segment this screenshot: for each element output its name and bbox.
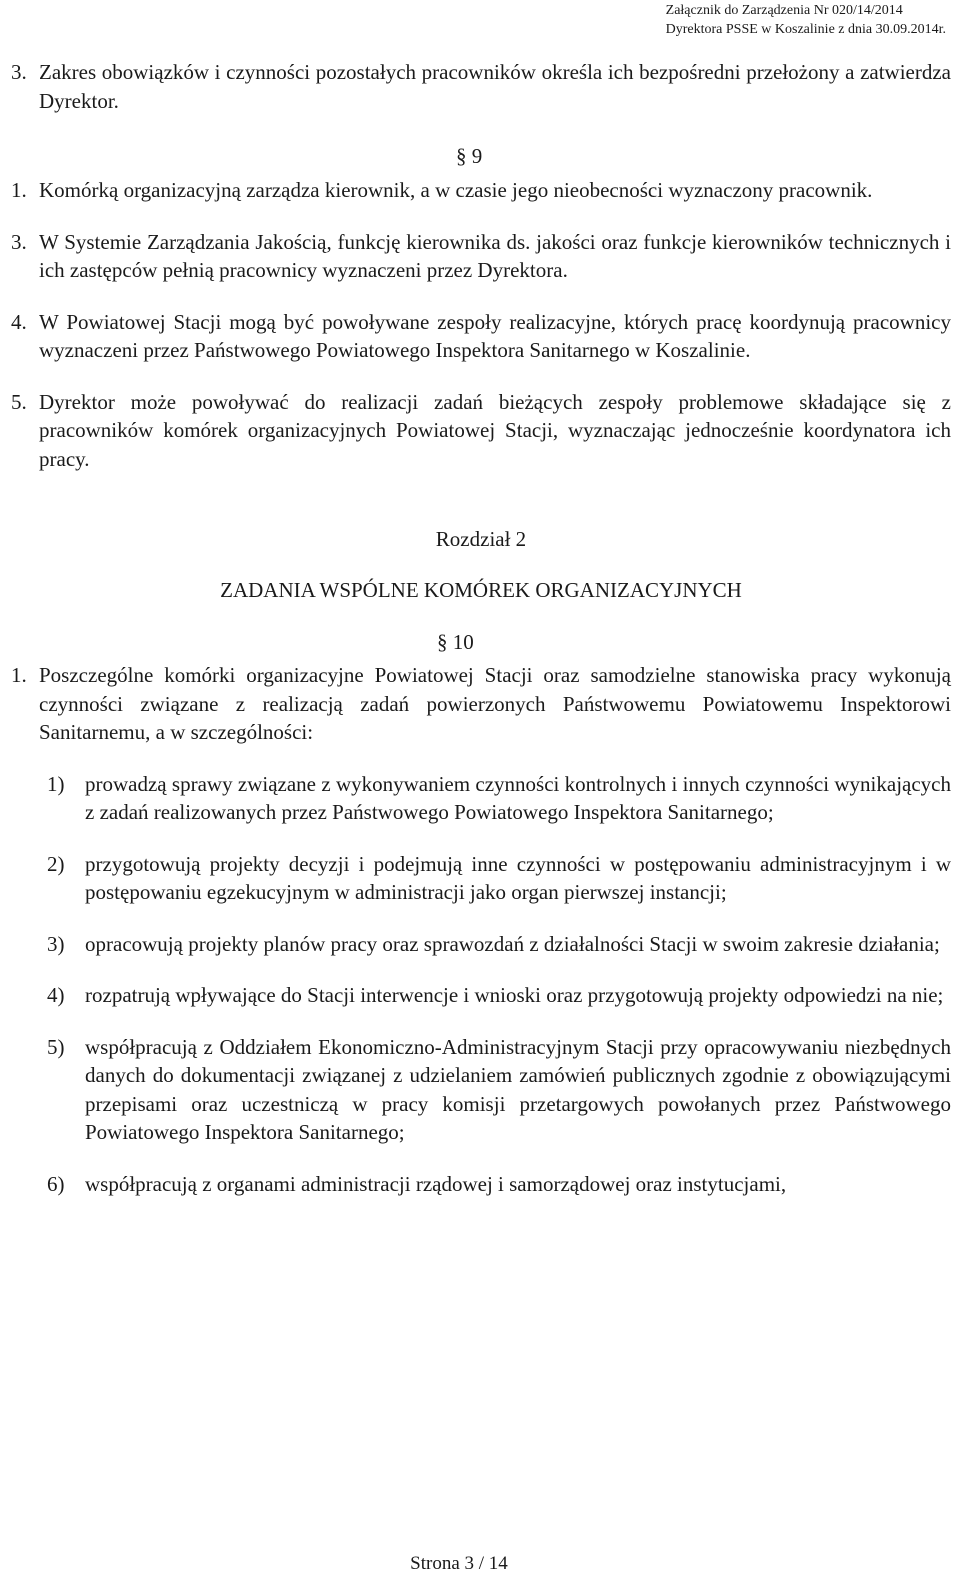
subitem-number: 5)	[47, 1034, 65, 1059]
section9-item-3	[11, 228, 951, 285]
section10-subitem-2	[11, 850, 951, 907]
section10-subitem-4	[11, 981, 951, 1010]
item-text: Poszczególne komórki organizacyjne Powiatowej Stacji oraz samodzielne stanowiska pracy wykonują czynności związane z realizacją zadań powierzonych Państwowemu Powiatowemu Inspektorowi Sanitarnemu, a w szczególności:	[39, 663, 951, 744]
item-text: W Powiatowej Stacji mogą być powoływane zespoły realizacyjne, których pracę koordynują pracownicy wyznaczeni przez Państwowego Powiatowego Inspektora Sanitarnego w Koszalinie.	[39, 309, 951, 362]
section9-item-4	[11, 308, 951, 365]
item-text: Komórką organizacyjną zarządza kierownik, a w czasie jego nieobecności wyznaczony pracownik.	[39, 178, 873, 202]
section10-subitem-1	[11, 770, 951, 827]
section-mark-9: § 9	[456, 144, 483, 168]
subitem-number: 3)	[47, 931, 65, 956]
header-line-2: Dyrektora PSSE w Koszalinie z dnia 30.09.2014r.	[665, 22, 946, 37]
section9-item-1	[11, 176, 951, 205]
section-mark-10: § 10	[437, 630, 474, 654]
item-number: 1.	[11, 663, 27, 687]
subitem-number: 1)	[47, 771, 65, 796]
document-body	[11, 58, 951, 1198]
section10-subitem-5	[11, 1033, 951, 1147]
section10-subitem-6	[11, 1170, 951, 1199]
header-line-1: Załącznik do Zarządzenia Nr 020/14/2014	[665, 3, 903, 18]
item-number: 1.	[11, 178, 27, 202]
document-header	[666, 1, 946, 39]
section9-item-5	[11, 388, 951, 474]
page-footer	[0, 1552, 918, 1576]
subitem-text: prowadzą sprawy związane z wykonywaniem czynności kontrolnych i innych czynności wynikających z zadań realizowanych przez Państwowego Powiatowego Inspektora Sanitarnego;	[85, 771, 951, 824]
chapter-title: Rozdział 2	[435, 527, 527, 551]
item-number: 3.	[11, 60, 27, 84]
intro-item	[11, 58, 951, 115]
section10-item-1	[11, 661, 951, 747]
chapter-subtitle: ZADANIA WSPÓLNE KOMÓREK ORGANIZACYJNYCH	[220, 578, 742, 602]
item-text: Zakres obowiązków i czynności pozostałych pracowników określa ich bezpośredni przełożony a zatwierdza Dyrektor.	[39, 60, 951, 113]
subitem-text: współpracują z Oddziałem Ekonomiczno-Administracyjnym Stacji przy opracowywaniu niezbędnych danych do dokumentacji związanej z udzielaniem zamówień publicznych zgodnie z obowiązującymi przepisami oraz uczestniczą w pracy komisji przetargowych powołanych przez Państwowego Powiatowego Inspektora Sanitarnego;	[85, 1034, 951, 1144]
page-number: Strona 3 / 14	[410, 1553, 508, 1574]
subitem-number: 6)	[47, 1171, 65, 1196]
item-number: 5.	[11, 389, 27, 414]
subitem-number: 4)	[47, 983, 65, 1007]
item-number: 4.	[11, 309, 27, 334]
subitem-text: opracowują projekty planów pracy oraz sprawozdań z działalności Stacji w swoim zakresie działania;	[85, 931, 940, 956]
subitem-text: rozpatrują wpływające do Stacji interwencje i wnioski oraz przygotowują projekty odpowiedzi na nie;	[85, 983, 944, 1007]
subitem-text: przygotowują projekty decyzji i podejmują inne czynności w postępowaniu administracyjnym i w postępowaniu egzekucyjnym w administracji jako organ pierwszej instancji;	[85, 851, 951, 904]
item-text: Dyrektor może powoływać do realizacji zadań bieżących zespoły problemowe składające się z pracowników komórek organizacyjnych Powiatowej Stacji, wyznaczając jednocześnie koordynatora ich pracy.	[39, 389, 951, 471]
item-text: W Systemie Zarządzania Jakością, funkcję kierownika ds. jakości oraz funkcje kierowników technicznych i ich zastępców pełnią pracownicy wyznaczeni przez Dyrektora.	[39, 229, 951, 282]
subitem-text: współpracują z organami administracji rządowej i samorządowej oraz instytucjami,	[85, 1171, 787, 1196]
section10-subitem-3	[11, 930, 951, 959]
subitem-number: 2)	[47, 851, 65, 876]
item-number: 3.	[11, 229, 27, 254]
